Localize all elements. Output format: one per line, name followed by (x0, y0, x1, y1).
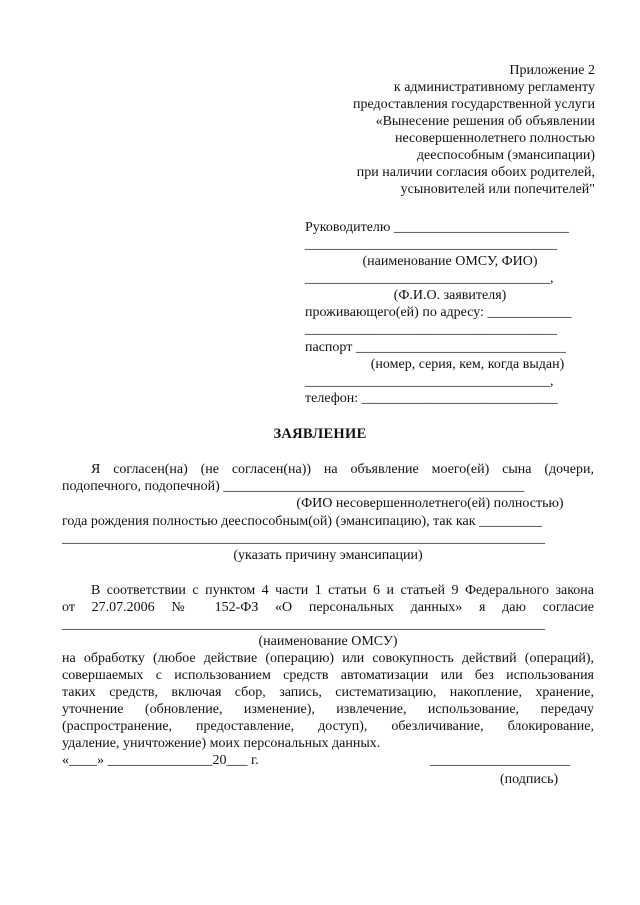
para1-caption1: (ФИО несовершеннолетнего(ей) полностью) (296, 496, 564, 511)
header-line-7: при наличии согласия обоих родителей, (356, 165, 595, 180)
address-line-2: ____________________________________ (305, 322, 557, 337)
applicant-line: ___________________________________, (305, 271, 554, 286)
document-title: ЗАЯВЛЕНИЕ (273, 426, 367, 442)
phone-line: телефон: ____________________________ (305, 391, 558, 406)
signature-caption: (подпись) (500, 772, 559, 787)
para1-line2: подопечного, подопечной) ___________________________________________ (62, 479, 525, 494)
date-line: «____» _______________20___ г. (62, 753, 259, 768)
signature-line: ____________________ (430, 753, 570, 768)
para2-line7: уточнение (обновление, изменение), извлечение, использование, передачу (62, 702, 594, 717)
para1-line3: года рождения полностью дееспособным(ой) (эмансипацию), так как _________ (62, 514, 543, 529)
header-line-6: дееспособным (эмансипации) (416, 148, 595, 163)
header-line-4: «Вынесение решения об объявлении (375, 114, 595, 129)
para1-line1: Я согласен(на) (не согласен(на)) на объявление моего(ей) сына (дочери, (91, 462, 594, 477)
para2-line8: (распространение, предоставление, доступ), обезличивание, блокирование, (62, 719, 594, 734)
header-line-3: предоставления государственной услуги (353, 97, 595, 112)
passport-caption: (номер, серия, кем, когда выдан) (370, 357, 565, 372)
para2-line9: удаление, уничтожение) моих персональных данных. (62, 736, 381, 751)
para1-line4: _____________________________________________________________________ (62, 531, 545, 546)
para2-line1: В соответствии с пунктом 4 части 1 статьи 6 и статьей 9 Федерального закона (91, 583, 594, 598)
para2-caption: (наименование ОМСУ) (258, 634, 398, 649)
addressee-line: ____________________________________ (305, 237, 557, 252)
para2-line5: совершаемых с использованием средств автоматизации или без использования (62, 668, 594, 683)
para2-line3: _____________________________________________________________________ (62, 617, 545, 632)
applicant-caption: (Ф.И.О. заявителя) (393, 288, 507, 303)
passport-line: паспорт ______________________________ (305, 340, 566, 355)
header-line-2: к административному регламенту (393, 80, 595, 95)
para2-line4: на обработку (любое действие (операцию) или совокупность действий (операций), (62, 651, 594, 666)
header-line-1: Приложение 2 (509, 63, 595, 78)
header-line-5: несовершеннолетнего полностью (394, 131, 595, 146)
header-line-8: усыновителей или попечителей" (400, 182, 595, 197)
address-line: проживающего(ей) по адресу: ____________ (305, 305, 572, 320)
para2-line2: от 27.07.2006 № 152-ФЗ «О персональных данных» я даю согласие (62, 600, 594, 615)
addressee-head: Руководителю _________________________ (305, 220, 569, 235)
para2-line6: таких средств, включая сбор, запись, систематизацию, накопление, хранение, (62, 685, 594, 700)
omsu-caption: (наименование ОМСУ, ФИО) (362, 254, 538, 269)
passport-line-2: ___________________________________, (305, 374, 554, 389)
para1-caption2: (указать причину эмансипации) (233, 548, 423, 563)
